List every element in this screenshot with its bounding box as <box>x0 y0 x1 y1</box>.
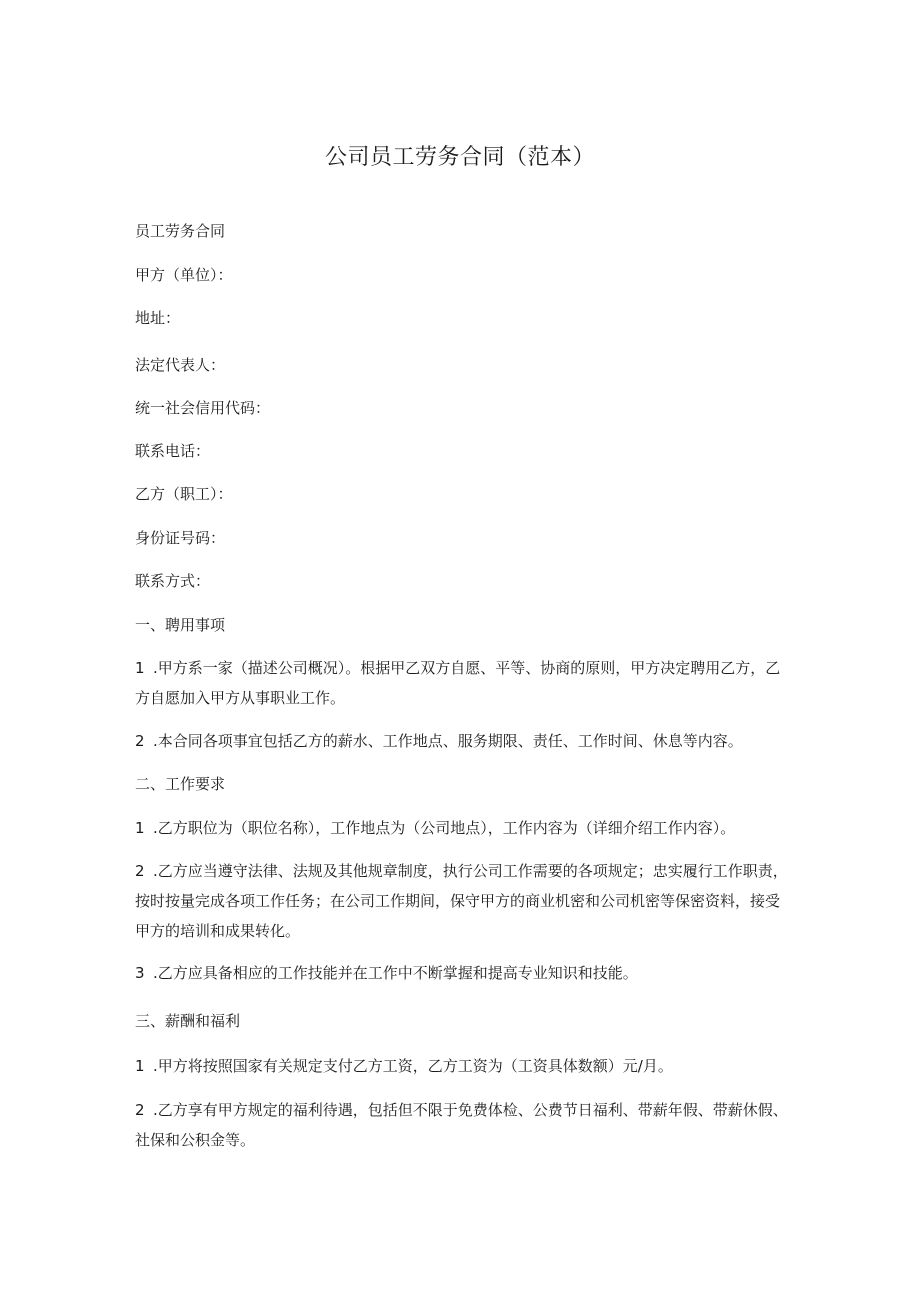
document-title: 公司员工劳务合同（范本） <box>324 145 595 170</box>
phone-field: 联系电话： <box>135 442 211 460</box>
clause-number: 1 <box>135 819 145 837</box>
clause-text: .乙方职位为（职位名称），工作地点为（公司地点），工作内容为（详细介绍工作内容）。 <box>153 819 736 837</box>
credit-code-field: 统一社会信用代码： <box>135 399 271 417</box>
address-field: 地址： <box>135 309 181 327</box>
party-b-field: 乙方（职工）： <box>135 485 233 503</box>
clause-number: 3 <box>135 964 145 982</box>
clause-number: 1 <box>135 1057 145 1075</box>
section-heading: 三、薪酬和福利 <box>135 1012 241 1030</box>
clause-paragraph <box>135 726 790 756</box>
section-heading: 二、工作要求 <box>135 775 226 793</box>
clause-text: .甲方系一家（描述公司概况）。根据甲乙双方自愿、平等、协商的原则，甲方决定聘用乙方，乙方自愿加入甲方从事职业工作。 <box>135 659 781 707</box>
clause-paragraph <box>135 958 790 988</box>
clause-number: 2 <box>135 732 145 750</box>
clause-paragraph <box>135 856 790 946</box>
clause-number: 2 <box>135 1101 145 1119</box>
clause-number: 2 <box>135 862 145 880</box>
contract-subtitle: 员工劳务合同 <box>135 222 226 240</box>
clause-paragraph <box>135 813 790 843</box>
clause-text: .本合同各项事宜包括乙方的薪水、工作地点、服务期限、责任、工作时间、休息等内容。 <box>153 732 743 750</box>
clause-number: 1 <box>135 659 145 677</box>
clause-paragraph <box>135 1051 790 1081</box>
party-a-field: 甲方（单位）： <box>135 266 233 284</box>
legal-representative-field: 法定代表人： <box>135 356 226 374</box>
clause-text: .乙方享有甲方规定的福利待遇，包括但不限于免费体检、公费节日福利、带薪年假、带薪休假、社保和公积金等。 <box>135 1101 788 1149</box>
clause-text: .乙方应当遵守法律、法规及其他规章制度，执行公司工作需要的各项规定；忠实履行工作职责，按时按量完成各项工作任务；在公司工作期间，保守甲方的商业机密和公司机密等保密资料，接受甲方的培训和成果转化。 <box>135 862 788 940</box>
section-heading: 一、聘用事项 <box>135 616 226 634</box>
clause-text: .甲方将按照国家有关规定支付乙方工资，乙方工资为（工资具体数额）元/月。 <box>153 1057 673 1075</box>
clause-paragraph <box>135 653 790 713</box>
contact-field: 联系方式： <box>135 572 211 590</box>
clause-paragraph <box>135 1095 790 1155</box>
id-number-field: 身份证号码： <box>135 529 226 547</box>
clause-text: .乙方应具备相应的工作技能并在工作中不断掌握和提高专业知识和技能。 <box>153 964 638 982</box>
